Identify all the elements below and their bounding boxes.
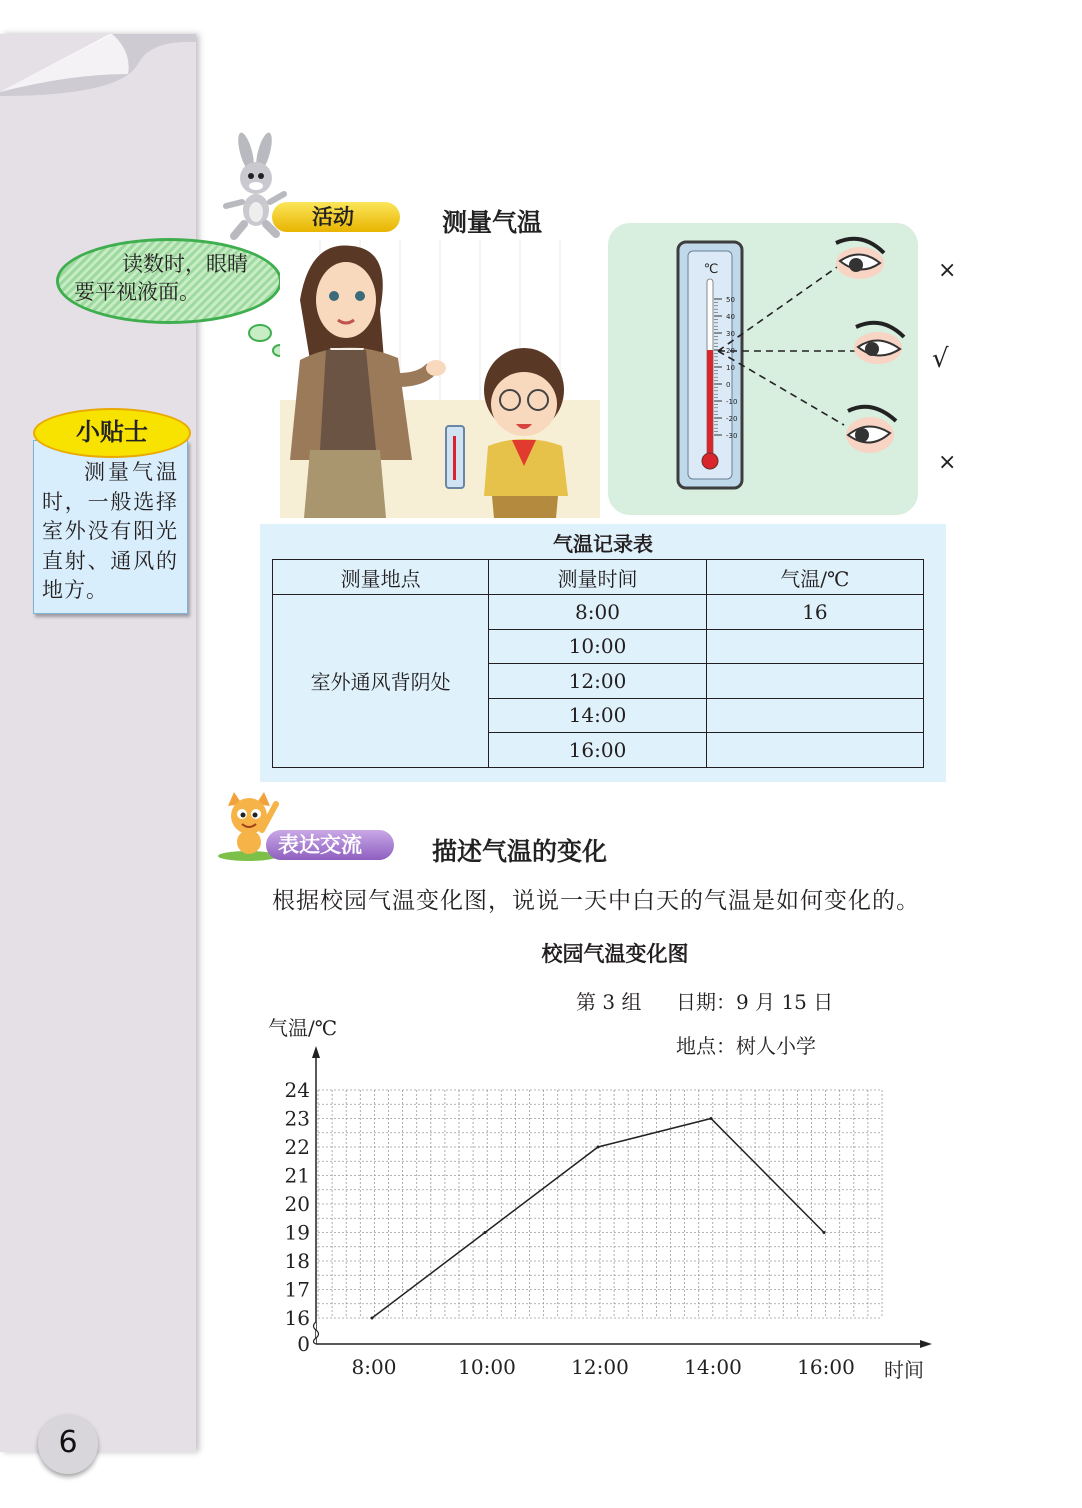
y-tick-label: 18 — [284, 1249, 310, 1273]
y-tick-label: 24 — [284, 1078, 310, 1102]
x-axis-arrow — [920, 1340, 932, 1348]
y-tick-label: 20 — [284, 1192, 310, 1216]
tip-text: 测量气温时，一般选择室外没有阳光直射、通风的地方。 — [42, 460, 178, 602]
tip-title: 小贴士 — [33, 408, 191, 458]
thermometer-reading-diagram — [608, 223, 918, 515]
expression-title: 描述气温的变化 — [432, 837, 608, 866]
x-axis-label: 时间 — [884, 1358, 924, 1382]
eye-icon-bottom — [846, 407, 896, 453]
thermo-tick-label: 30 — [726, 330, 735, 338]
page-number: 6 — [38, 1414, 98, 1474]
x-tick-label: 10:00 — [458, 1355, 516, 1379]
thermo-tick-label: 50 — [726, 296, 735, 304]
bubble-line-2: 要平视液面。 — [74, 280, 200, 304]
time-cell: 10:00 — [489, 629, 706, 664]
page-curl-decoration — [0, 34, 196, 124]
x-tick-label: 12:00 — [571, 1355, 629, 1379]
header-temp: 气温/℃ — [706, 560, 923, 595]
temp-cell — [706, 629, 923, 664]
y-tick-label: 16 — [284, 1306, 310, 1330]
y-tick-label: 23 — [284, 1106, 310, 1131]
thermo-tick-label: 0 — [726, 381, 731, 389]
y-tick-label: 21 — [284, 1163, 310, 1188]
x-tick-label: 8:00 — [351, 1355, 397, 1379]
activity-tag: 活动 — [272, 202, 400, 232]
x-tick-label: 16:00 — [797, 1355, 855, 1379]
y-tick-label: 22 — [284, 1135, 310, 1159]
chart-date: 日期：9 月 15 日 — [676, 990, 834, 1014]
header-location: 测量地点 — [273, 560, 489, 595]
bubble-text — [74, 250, 264, 306]
y-tick-label: 0 — [297, 1332, 310, 1356]
discussion-prompt: 根据校园气温变化图，说说一天中白天的气温是如何变化的。 — [272, 888, 920, 914]
chart-title: 校园气温变化图 — [541, 942, 689, 966]
x-tick-label: 14:00 — [684, 1355, 742, 1379]
record-table — [272, 559, 924, 768]
thermometer-liquid — [707, 350, 713, 459]
eye-icon-middle — [854, 323, 904, 364]
time-cell: 16:00 — [489, 733, 706, 768]
data-point — [710, 1117, 713, 1120]
wrong-mark-bottom: × — [938, 450, 957, 475]
location-cell: 室外通风背阴处 — [273, 595, 489, 768]
header-time: 测量时间 — [489, 560, 706, 595]
thermo-tick-label: 20 — [726, 347, 735, 355]
correct-mark: √ — [932, 344, 949, 374]
temperature-line-chart — [260, 1040, 950, 1400]
thermo-tick-label: -10 — [726, 398, 738, 406]
temp-cell — [706, 664, 923, 699]
temp-cell — [706, 698, 923, 733]
eye-icon-top — [836, 239, 884, 279]
chart-place: 地点：树人小学 — [676, 1034, 816, 1058]
thermo-tick-label: 10 — [726, 364, 735, 372]
thermo-tick-label: -30 — [726, 432, 738, 440]
record-table-title: 气温记录表 — [553, 532, 653, 556]
chart-group: 第 3 组 — [576, 990, 642, 1014]
y-axis-label: 气温/℃ — [268, 1016, 338, 1040]
time-cell: 14:00 — [489, 698, 706, 733]
y-axis-arrow — [312, 1046, 320, 1058]
thermometer-unit: ℃ — [703, 262, 719, 277]
wrong-mark-top: × — [938, 258, 957, 283]
data-point — [371, 1317, 374, 1320]
thermo-tick-label: -20 — [726, 415, 738, 423]
bubble-dot — [248, 324, 272, 342]
bubble-line-1: 读数时，眼睛 — [122, 252, 248, 276]
thermo-tick-label: 40 — [726, 313, 735, 321]
table-header-row — [273, 560, 924, 595]
table-row — [273, 595, 924, 630]
teacher-student-illustration — [280, 240, 600, 518]
data-point — [484, 1231, 487, 1234]
expression-tag: 表达交流 — [266, 830, 394, 860]
axis-break-mark — [314, 1322, 319, 1344]
temp-cell: 16 — [706, 595, 923, 630]
y-tick-label: 17 — [284, 1277, 310, 1302]
data-point — [597, 1146, 600, 1149]
temp-cell — [706, 733, 923, 768]
data-point — [823, 1231, 826, 1234]
activity-title: 测量气温 — [442, 208, 543, 237]
y-tick-label: 19 — [284, 1220, 310, 1245]
time-cell: 8:00 — [489, 595, 706, 630]
time-cell: 12:00 — [489, 664, 706, 699]
